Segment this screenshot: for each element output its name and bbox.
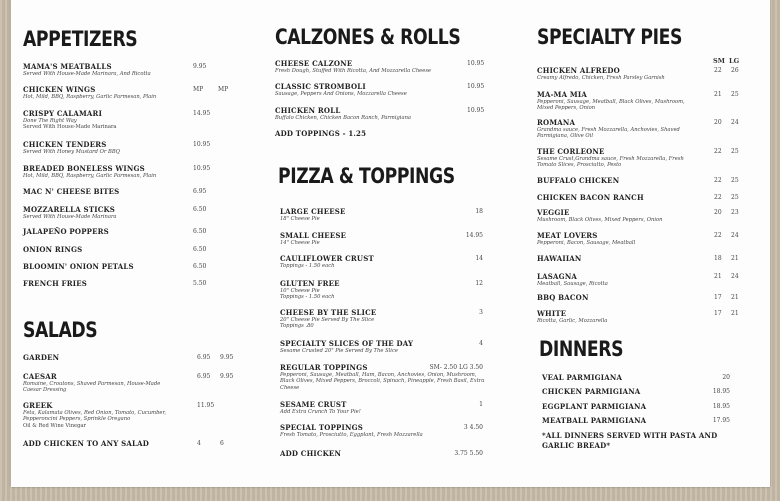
item-name: THE CORLEONE bbox=[537, 147, 605, 156]
calzones-heading: CALZONES & ROLLS bbox=[275, 25, 461, 49]
item-price: 3 4.50 bbox=[463, 424, 483, 431]
item-description: Grandma sauce, Fresh Mozzarella, Anchovies, Shaved bbox=[537, 127, 680, 133]
item-price: 20 bbox=[722, 374, 730, 381]
appetizers-item bbox=[23, 187, 119, 196]
item-description: 20" Cheese Pie Served By The Slice bbox=[280, 317, 375, 323]
item-name: WHITE bbox=[537, 309, 567, 318]
dinners-item bbox=[542, 431, 717, 440]
size-header-lg: LG bbox=[729, 57, 740, 65]
dinners-item bbox=[542, 402, 646, 411]
item-price: 10.95 bbox=[467, 107, 485, 114]
appetizers-item bbox=[23, 227, 109, 236]
item-description: Pepperoni, Sausage, Meatball, Ham, Bacon, Anchovies, Onion, Mushroom, bbox=[280, 372, 477, 378]
item-description: Served With House-Made Marinara bbox=[23, 214, 117, 220]
item-description: Hot, Mild, BBQ, Raspberry, Garlic Parmesan, Plain bbox=[23, 94, 157, 100]
item-price: 6.50 bbox=[193, 228, 207, 235]
item-name: CLASSIC STROMBOLI bbox=[275, 82, 366, 91]
item-price: 22 bbox=[714, 232, 722, 239]
item-price: 24 bbox=[731, 232, 739, 239]
item-name: REGULAR TOPPINGS bbox=[280, 363, 368, 372]
appetizers-item bbox=[23, 279, 87, 288]
pizza-item bbox=[280, 423, 423, 438]
item-name: CRISPY CALAMARI bbox=[23, 109, 103, 118]
item-price: 6.50 bbox=[193, 246, 207, 253]
item-price: 18 bbox=[475, 208, 483, 215]
item-description: Sesame Crusted 20" Pie Served By The Slice bbox=[280, 348, 398, 354]
item-note: Served With House-Made Marinara bbox=[23, 124, 117, 131]
item-note: Oil & Red Wine Vinegar bbox=[23, 422, 87, 429]
pizza-item bbox=[280, 339, 413, 354]
item-price: 21 bbox=[731, 294, 739, 301]
item-price: 9.95 bbox=[220, 373, 234, 380]
calzones-item bbox=[275, 82, 407, 97]
salads-item bbox=[23, 401, 166, 429]
item-price: 22 bbox=[714, 67, 722, 74]
item-name: CHICKEN PARMIGIANA bbox=[542, 387, 641, 396]
item-name: MOZZARELLA STICKS bbox=[23, 205, 116, 214]
item-description: Served With Honey Mustard Or BBQ bbox=[23, 149, 120, 155]
pizza-item bbox=[280, 231, 346, 246]
item-description: Feta, Kalamata Olives, Red Onion, Tomato, Cucumber, bbox=[23, 410, 167, 416]
item-name: CHICKEN TENDERS bbox=[23, 140, 107, 149]
item-name: LARGE CHEESE bbox=[280, 207, 346, 216]
item-description: Pepperoni, Bacon, Sausage, Meatball bbox=[537, 240, 636, 246]
item-description: Add Extra Crunch To Your Pie! bbox=[280, 409, 361, 415]
item-name: MEATBALL PARMIGIANA bbox=[542, 416, 647, 425]
item-price: 6.95 bbox=[197, 373, 211, 380]
item-price: 22 bbox=[714, 194, 722, 201]
specialty-item bbox=[537, 66, 665, 81]
specialty-item bbox=[537, 293, 589, 302]
item-name: SPECIAL TOPPINGS bbox=[280, 423, 364, 432]
specialty-item bbox=[537, 309, 607, 324]
item-price: MP bbox=[193, 86, 204, 93]
item-description: Sausage, Peppers And Onions, Mozzarella Cheese bbox=[275, 91, 407, 97]
specialty-item bbox=[537, 147, 684, 169]
item-price: 4 bbox=[197, 440, 201, 447]
item-price: 18.95 bbox=[712, 388, 730, 395]
specialty-item bbox=[537, 254, 582, 263]
item-name: MA-MA MIA bbox=[537, 90, 587, 99]
item-name: HAWAIIAN bbox=[537, 254, 582, 263]
item-description: 18" Cheese Pie bbox=[280, 216, 320, 222]
dinners-item bbox=[542, 387, 640, 396]
item-name: BLOOMIN' ONION PETALS bbox=[23, 262, 134, 271]
item-price: 21 bbox=[731, 255, 739, 262]
item-description: Toppings - 1.50 each bbox=[280, 294, 335, 301]
appetizers-item bbox=[23, 62, 151, 77]
item-price: 17.95 bbox=[712, 417, 730, 424]
item-price: 3 bbox=[479, 309, 483, 316]
item-price: 17 bbox=[714, 294, 722, 301]
item-price: MP bbox=[218, 86, 229, 93]
item-description: Mushroom, Black Olives, Mixed Peppers, Onion bbox=[537, 217, 663, 223]
item-description: Toppings .80 bbox=[280, 323, 314, 330]
appetizers-item bbox=[23, 164, 156, 179]
item-price: 25 bbox=[731, 177, 739, 184]
item-description: Parmigiana, Olive Oil bbox=[537, 133, 594, 140]
item-price: 22 bbox=[714, 177, 722, 184]
pizza-item bbox=[280, 308, 376, 330]
item-description: Buffalo Chicken, Chicken Bacon Ranch, Parmigiana bbox=[275, 115, 411, 121]
specialty-item bbox=[537, 176, 619, 185]
specialty-item bbox=[537, 118, 680, 140]
item-price: 10.95 bbox=[467, 60, 485, 67]
item-name: VEAL PARMIGIANA bbox=[542, 373, 623, 382]
item-price: 5.50 bbox=[193, 280, 207, 287]
salads-heading: SALADS bbox=[23, 318, 98, 342]
item-name: CHICKEN WINGS bbox=[23, 85, 96, 94]
item-name: SPECIALTY SLICES OF THE DAY bbox=[280, 339, 414, 348]
item-price: 10.95 bbox=[193, 165, 211, 172]
dinners-item bbox=[542, 441, 610, 450]
item-name: MEAT LOVERS bbox=[537, 231, 598, 240]
item-name: CHEESE CALZONE bbox=[275, 59, 353, 68]
item-description: Hot, Mild, BBQ, Raspberry, Garlic Parmesan, Plain bbox=[23, 173, 157, 179]
item-price: 21 bbox=[731, 310, 739, 317]
calzones-item bbox=[275, 59, 431, 74]
item-price: 6 bbox=[220, 440, 224, 447]
specialty-heading: SPECIALTY PIES bbox=[537, 25, 682, 49]
item-price: 21 bbox=[714, 91, 722, 98]
item-price: 11.95 bbox=[197, 402, 215, 409]
item-name: CHICKEN BACON RANCH bbox=[537, 193, 644, 202]
item-name: EGGPLANT PARMIGIANA bbox=[542, 402, 647, 411]
item-price: 9.95 bbox=[193, 63, 207, 70]
item-price: 1 bbox=[479, 401, 483, 408]
item-description: Mixed Peppers, Onion bbox=[537, 105, 596, 112]
appetizers-item bbox=[23, 262, 134, 271]
pizza-item bbox=[280, 400, 361, 415]
pizza-item bbox=[280, 254, 374, 269]
item-price: 25 bbox=[731, 194, 739, 201]
pizza-heading: PIZZA & TOPPINGS bbox=[278, 164, 455, 188]
item-name: GLUTEN FREE bbox=[280, 279, 340, 288]
item-name: SMALL CHEESE bbox=[280, 231, 347, 240]
item-price: 14.95 bbox=[465, 232, 483, 239]
item-price: 6.50 bbox=[193, 263, 207, 270]
item-name: FRENCH FRIES bbox=[23, 279, 87, 288]
item-name: CAESAR bbox=[23, 372, 57, 381]
dinners-heading: DINNERS bbox=[539, 337, 624, 361]
item-price: 6.95 bbox=[197, 354, 211, 361]
item-name: ROMANA bbox=[537, 118, 576, 127]
specialty-item bbox=[537, 208, 663, 223]
item-name: ADD TOPPINGS - 1.25 bbox=[275, 129, 367, 138]
item-price: SM- 2.50 LG 3.50 bbox=[429, 364, 483, 371]
item-price: 3.75 5.50 bbox=[454, 450, 483, 457]
item-name: GARLIC BREAD* bbox=[542, 441, 611, 450]
item-name: ONION RINGS bbox=[23, 245, 83, 254]
item-description: Done The Right Way bbox=[23, 118, 77, 124]
item-description: Toppings - 1.50 each bbox=[280, 263, 335, 269]
item-price: 25 bbox=[731, 91, 739, 98]
item-price: 24 bbox=[731, 119, 739, 126]
appetizers-item bbox=[23, 85, 156, 100]
item-price: 22 bbox=[714, 148, 722, 155]
salads-item bbox=[23, 353, 59, 362]
item-description: Served With House-Made Marinara, And Ricotta bbox=[23, 71, 151, 77]
item-price: 24 bbox=[731, 273, 739, 280]
item-price: 20 bbox=[714, 119, 722, 126]
item-name: *ALL DINNERS SERVED WITH PASTA AND bbox=[542, 431, 718, 440]
item-description: Meatball, Sausage, Ricotta bbox=[537, 281, 608, 287]
item-price: 12 bbox=[475, 280, 483, 287]
item-price: 10.95 bbox=[193, 141, 211, 148]
specialty-item bbox=[537, 272, 608, 287]
appetizers-item bbox=[23, 205, 117, 220]
item-description: Creamy Alfredo, Chicken, Fresh Parsley Garnish bbox=[537, 75, 665, 81]
item-name: CHICKEN ALFREDO bbox=[537, 66, 620, 75]
item-name: LASAGNA bbox=[537, 272, 578, 281]
item-description: Romaine, Croutons, Shaved Parmesan, House-Made bbox=[23, 381, 161, 387]
item-price: 14 bbox=[475, 255, 483, 262]
item-description: Pepperoncini Peppers, Sprinkle Oregano bbox=[23, 416, 131, 423]
item-price: 20 bbox=[714, 209, 722, 216]
item-name: BBQ BACON bbox=[537, 293, 589, 302]
item-price: 14.95 bbox=[193, 110, 211, 117]
item-price: 18 bbox=[714, 255, 722, 262]
item-price: 4 bbox=[479, 340, 483, 347]
item-description: Pepperoni, Sausage, Meatball, Black Olives, Mushroom, bbox=[537, 99, 685, 105]
item-name: GARDEN bbox=[23, 353, 60, 362]
item-name: CAULIFLOWER CRUST bbox=[280, 254, 374, 263]
item-name: ADD CHICKEN TO ANY SALAD bbox=[23, 439, 150, 448]
item-name: CHEESE BY THE SLICE bbox=[280, 308, 377, 317]
appetizers-item bbox=[23, 109, 117, 131]
pizza-item bbox=[280, 449, 341, 458]
item-description: Caesar Dressing bbox=[23, 387, 67, 394]
calzones-item bbox=[275, 106, 411, 121]
pizza-item bbox=[280, 207, 346, 222]
item-description: 14" Cheese Pie bbox=[280, 240, 320, 246]
item-description: Black Olives, Mixed Peppers, Broccoli, Spinach, Pineapple, Fresh Basil, Extra bbox=[280, 378, 485, 385]
item-name: BREADED BONELESS WINGS bbox=[23, 164, 145, 173]
item-name: BUFFALO CHICKEN bbox=[537, 176, 620, 185]
pizza-item bbox=[280, 279, 340, 301]
salads-item bbox=[23, 372, 160, 394]
item-price: 21 bbox=[714, 273, 722, 280]
item-price: 9.95 bbox=[220, 354, 234, 361]
dinners-item bbox=[542, 416, 646, 425]
item-name: JALAPEÑO POPPERS bbox=[23, 227, 109, 236]
item-price: 18.95 bbox=[712, 403, 730, 410]
item-description: Sesame Crust,Grandma sauce, Fresh Mozzarella, Fresh bbox=[537, 156, 684, 162]
item-name: GREEK bbox=[23, 401, 53, 410]
item-description: Cheese bbox=[280, 384, 300, 391]
calzones-item bbox=[275, 129, 366, 138]
item-description: Fresh Tomato, Prosciutto, Eggplant, Fresh Mozzarella bbox=[280, 432, 423, 438]
specialty-item bbox=[537, 90, 685, 112]
appetizers-heading: APPETIZERS bbox=[23, 27, 138, 51]
item-description: Tomato Slices, Prosciutto, Pesto bbox=[537, 162, 622, 169]
item-name: CHICKEN ROLL bbox=[275, 106, 341, 115]
item-price: 10.95 bbox=[467, 83, 485, 90]
item-price: 25 bbox=[731, 148, 739, 155]
item-name: VEGGIE bbox=[537, 208, 570, 217]
specialty-item bbox=[537, 193, 644, 202]
appetizers-item bbox=[23, 245, 82, 254]
item-name: MAMA'S MEATBALLS bbox=[23, 62, 112, 71]
item-price: 6.95 bbox=[193, 188, 207, 195]
item-name: ADD CHICKEN bbox=[280, 449, 342, 458]
item-price: 26 bbox=[731, 67, 739, 74]
specialty-item bbox=[537, 231, 635, 246]
item-price: 23 bbox=[731, 209, 739, 216]
appetizers-item bbox=[23, 140, 120, 155]
dinners-item bbox=[542, 373, 622, 382]
item-name: MAC N' CHEESE BITES bbox=[23, 187, 120, 196]
item-description: Ricotta, Garlic, Mozzarella bbox=[537, 318, 608, 324]
item-description: Fresh Dough, Stuffed With Ricotta, And Mozzarella Cheese bbox=[275, 68, 432, 74]
salads-item bbox=[23, 439, 149, 448]
item-price: 6.50 bbox=[193, 206, 207, 213]
item-price: 17 bbox=[714, 310, 722, 317]
item-name: SESAME CRUST bbox=[280, 400, 347, 409]
size-header-sm: SM bbox=[713, 57, 725, 65]
item-description: 10" Cheese Pie bbox=[280, 288, 320, 294]
